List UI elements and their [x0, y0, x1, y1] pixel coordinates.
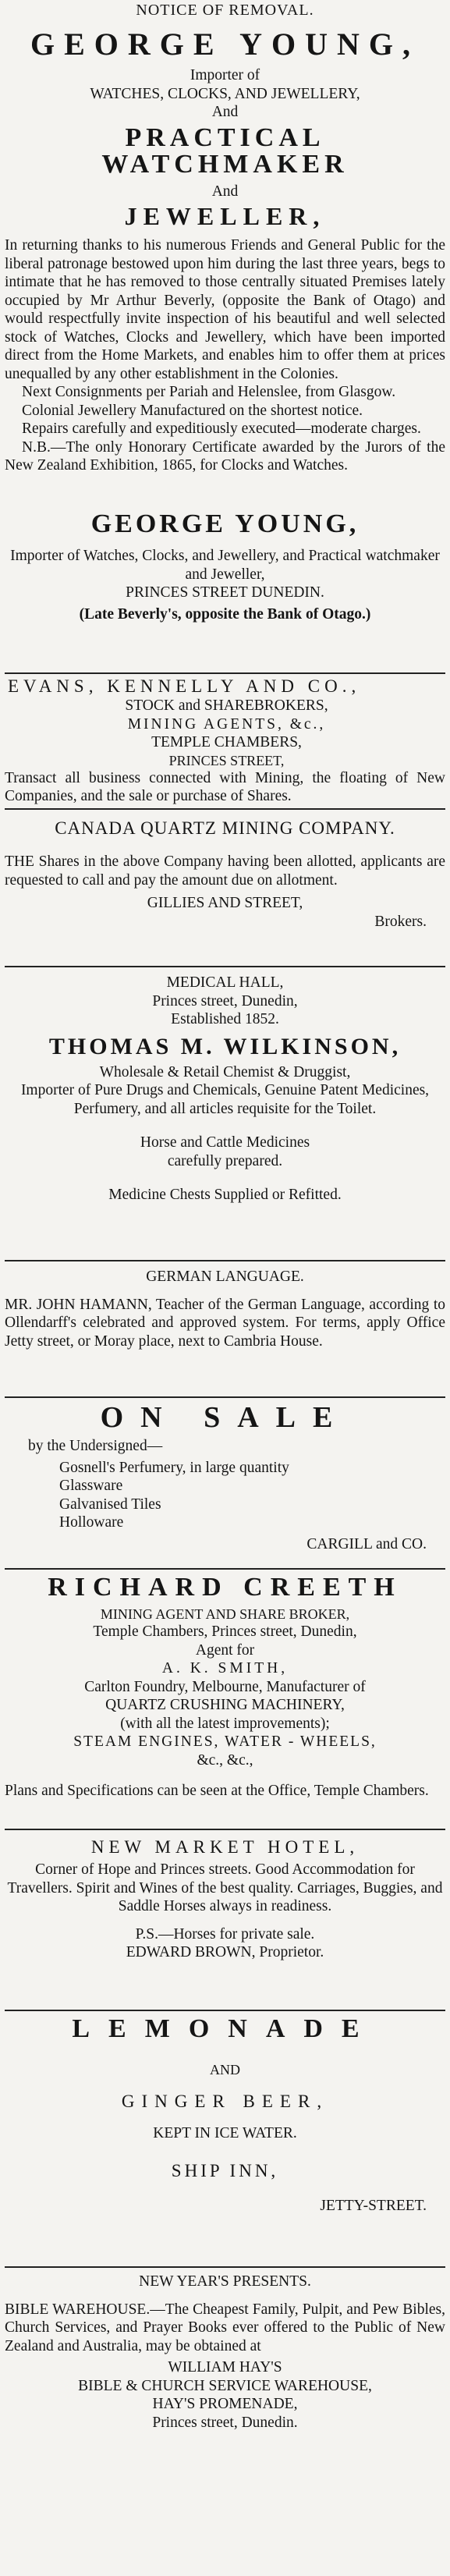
creeth-body: Plans and Specifications can be seen at the Office, Temple Chambers.: [5, 1783, 429, 1799]
evans-firm: EVANS, KENNELLY AND CO.,: [8, 676, 361, 696]
new-year-heading: NEW YEAR'S PRESENTS.: [139, 2273, 311, 2290]
evans-temple-chambers: TEMPLE CHAMBERS,: [151, 734, 302, 750]
creeth-line2: Temple Chambers, Princes street, Dunedin,: [93, 1623, 357, 1640]
divider: [5, 808, 445, 810]
importer-of: Importer of: [190, 67, 260, 83]
hays-promenade: HAY'S PROMENADE,: [152, 2396, 298, 2412]
on-sale-item: Gosnell's Perfumery, in large quantity: [59, 1459, 289, 1476]
removal-body: In returning thanks to his numerous Friends and General Public for the liberal patronage bestowed upon him during the last three years, begs to intimate that he has removed to those centrally situated Premises lately occupied by Mr Arthur Beverly, (opposite the Bank of Otago) and would respectfully invite inspection of his beautiful and well selected stock of Watches, Clocks and Jewellery, which have been imported direct from the Home Markets, and enables him to offer them at prices unequalled by any other establishment in the Colonies.: [5, 237, 445, 382]
creeth-line1: MINING AGENT AND SHARE BROKER,: [100, 1606, 350, 1622]
william-hay: WILLIAM HAY'S: [168, 2359, 282, 2376]
ice-water: KEPT IN ICE WATER.: [153, 2125, 297, 2141]
horse-medicines: Horse and Cattle Medicines: [140, 1134, 310, 1151]
nb-certificate: N.B.—The only Honorary Certificate awarded by the Jurors of the New Zealand Exhibition, 1865, for Clocks and Watches.: [5, 438, 445, 474]
george-young-name: GEORGE YOUNG,: [90, 511, 360, 538]
evans-body: Transact all business connected with Mining, the floating of New Companies, and the sale or purchase of Shares.: [5, 769, 445, 804]
divider: [5, 2266, 445, 2268]
on-sale-by: by the Undersigned—: [28, 1438, 163, 1454]
divider: [5, 2010, 445, 2011]
evans-kennelly-ad: [5, 676, 445, 808]
creeth-line5: Carlton Foundry, Melbourne, Manufacturer of: [84, 1678, 366, 1695]
bible-warehouse-name: BIBLE & CHURCH SERVICE WAREHOUSE,: [78, 2377, 372, 2394]
practical-line: PRACTICAL WATCHMAKER: [101, 122, 349, 179]
medicine-chests: Medicine Chests Supplied or Refitted.: [108, 1187, 342, 1203]
on-sale-item: Galvanised Tiles: [59, 1496, 161, 1513]
richard-creeth-ad: [5, 1571, 445, 1829]
german-heading: GERMAN LANGUAGE.: [146, 1268, 304, 1285]
on-sale-ad: [5, 1400, 445, 1570]
on-sale-item: Holloware: [59, 1514, 124, 1531]
on-sale-item: Glassware: [59, 1478, 123, 1494]
ad-heading: NOTICE OF REMOVAL.: [136, 2, 314, 19]
jetty-street: JETTY-STREET.: [320, 2197, 427, 2214]
medical-hall-established: Established 1852.: [171, 1011, 279, 1027]
hotel-signature: EDWARD BROWN, Proprietor.: [126, 1944, 324, 1960]
evans-princes-street: PRINCES STREET,: [168, 752, 285, 768]
creeth-line3: Agent for: [195, 1641, 255, 1659]
repairs: Repairs carefully and expeditiously executed—moderate charges.: [22, 420, 421, 437]
divider: [5, 1260, 445, 1261]
medical-hall-title: MEDICAL HALL,: [166, 974, 284, 991]
creeth-line4: A. K. SMITH,: [161, 1660, 289, 1677]
new-year-presents-ad: [5, 2269, 445, 2576]
lemonade-and: AND: [210, 2062, 240, 2077]
creeth-line7: (with all the latest improvements);: [120, 1715, 330, 1732]
evans-mining-agents: MINING AGENTS, &c.,: [127, 715, 326, 733]
divider: [5, 672, 445, 674]
on-sale-heading: ON SALE: [100, 1401, 350, 1434]
and-line: And: [211, 104, 239, 120]
lemonade-heading: LEMONADE: [72, 2014, 378, 2043]
on-sale-signature: CARGILL and CO.: [306, 1535, 427, 1552]
canada-quartz-ad: [5, 811, 445, 967]
canada-heading: CANADA QUARTZ MINING COMPANY.: [55, 818, 395, 838]
hotel-body: Corner of Hope and Princes streets. Good Accommodation for Travellers. Spirit and Wines of the best quality. Carriages, Buggies, and Saddle Horses always in readiness.: [7, 1861, 443, 1914]
hotel-ps: P.S.—Horses for private sale.: [135, 1925, 315, 1943]
lemonade-ad: [5, 2013, 445, 2266]
divider: [5, 966, 445, 967]
george-young-body: Importer of Watches, Clocks, and Jewellery, and Practical watchmaker and Jeweller,: [10, 548, 440, 583]
german-language-ad: [5, 1263, 445, 1400]
george-young-ad: [5, 511, 445, 675]
canada-body: THE Shares in the above Company having been allotted, applicants are requested to call and pay the amount due on allotment.: [5, 853, 445, 889]
evans-sharebrokers: STOCK and SHAREBROKERS,: [125, 697, 328, 714]
canada-brokers: Brokers.: [374, 913, 427, 930]
divider: [5, 1829, 445, 1830]
wilkinson-importer: Importer of Pure Drugs and Chemicals, Genuine Patent Medicines, Perfumery, and all articles requisite for the Toilet.: [20, 1082, 430, 1117]
creeth-line6: QUARTZ CRUSHING MACHINERY,: [105, 1697, 345, 1713]
medical-hall-address: Princes street, Dunedin,: [152, 992, 298, 1009]
next-consignments: Next Consignments per Pariah and Helenslee, from Glasgow.: [22, 384, 396, 400]
watches-line: WATCHES, CLOCKS, AND JEWELLERY,: [90, 85, 360, 102]
and-line-2: And: [211, 183, 239, 200]
medical-hall-ad: [5, 969, 445, 1261]
horse-prepared: carefully prepared.: [167, 1152, 283, 1169]
jeweller-line: JEWELLER,: [124, 202, 326, 230]
ad-name: GEORGE YOUNG,: [30, 27, 420, 62]
creeth-line9: &c., &c.,: [197, 1751, 253, 1769]
canada-signature: GILLIES AND STREET,: [147, 895, 303, 911]
new-market-hotel-ad: [5, 1832, 445, 2010]
hotel-heading: NEW MARKET HOTEL,: [90, 1837, 360, 1857]
ship-inn: SHIP INN,: [171, 2160, 279, 2180]
divider: [5, 1396, 445, 1398]
george-young-late: (Late Beverly's, opposite the Bank of Otago.): [79, 605, 371, 623]
creeth-line8: STEAM ENGINES, WATER - WHEELS,: [73, 1733, 377, 1750]
ginger-beer: GINGER BEER,: [121, 2092, 329, 2111]
creeth-name: RICHARD CREETH: [48, 1573, 402, 1602]
german-body: MR. JOHN HAMANN, Teacher of the German Language, according to Ollendarff's celebrated and approved system. For terms, apply Office Jetty street, or Moray place, next to Cambria House.: [5, 1296, 445, 1350]
bible-warehouse-body: BIBLE WAREHOUSE.—The Cheapest Family, Pulpit, and Pew Bibles, Church Services, and Prayer Books ever offered to the Public of New Zealand and Australia, may be obtained at: [5, 2301, 445, 2354]
princes-street-dunedin: Princes street, Dunedin.: [152, 2414, 298, 2431]
george-young-address: PRINCES STREET DUNEDIN.: [126, 584, 324, 601]
divider: [5, 1568, 445, 1570]
wilkinson-name: THOMAS M. WILKINSON,: [48, 1033, 402, 1059]
wilkinson-chemist: Wholesale & Retail Chemist & Druggist,: [99, 1063, 351, 1080]
evans-header: [5, 676, 445, 769]
colonial-jewellery: Colonial Jewellery Manufactured on the shortest notice.: [22, 402, 363, 419]
notice-of-removal-ad: [5, 0, 445, 507]
